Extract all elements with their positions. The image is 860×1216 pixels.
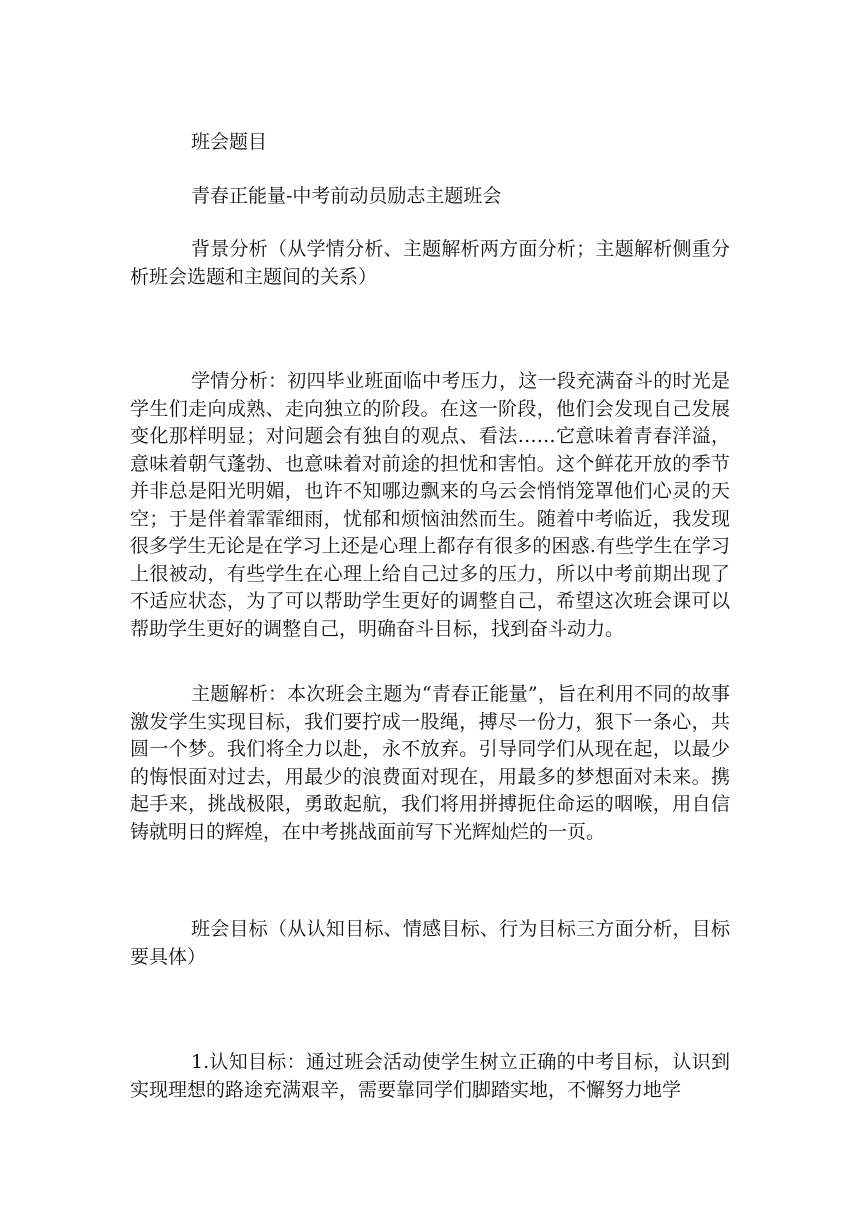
heading-label: 班会题目 [191, 131, 268, 153]
theme-title: 青春正能量-中考前动员励志主题班会 [191, 185, 502, 207]
goals-heading: 班会目标（从认知目标、情感目标、行为目标三方面分析，目标要具体） [130, 918, 730, 968]
background-analysis-heading: 背景分析（从学情分析、主题解析两方面分析；主题解析侧重分析班会选题和主题间的关系） [130, 238, 730, 288]
theme-analysis-paragraph: 主题解析：本次班会主题为“青春正能量”，旨在利用不同的故事激发学生实现目标，我们要拧成一股绳，搏尽一份力，狠下一条心，共圆一个梦。我们将全力以赴，永不放弃。引导同学们从现在起，以最少的悔恨面对过去，用最少的浪费面对现在，用最多的梦想面对未来。携起手来，挑战极限，勇敢起航，我们将用拼搏扼住命运的咽喉，用自信铸就明日的辉煌，在中考挑战面前写下光辉灿烂的一页。 [130, 683, 730, 843]
student-analysis-paragraph: 学情分析：初四毕业班面临中考压力，这一段充满奋斗的时光是学生们走向成熟、走向独立的阶段。在这一阶段，他们会发现自己发展变化那样明显；对问题会有独自的观点、看法……它意味着青春洋溢，意味着朝气蓬勃、也意味着对前途的担忧和害怕。这个鲜花开放的季节并非总是阳光明媚，也许不知哪边飘来的乌云会悄悄笼罩他们心灵的天空；于是伴着霏霏细雨，忧郁和烦恼油然而生。随着中考临近，我发现很多学生无论是在学习上还是心理上都存有很多的困惑.有些学生在学习上很被动，有些学生在心理上给自己过多的压力，所以中考前期出现了不适应状态，为了可以帮助学生更好的调整自己，希望这次班会课可以帮助学生更好的调整自己，明确奋斗目标，找到奋斗动力。 [130, 370, 730, 640]
cognitive-goal-paragraph: 1.认知目标：通过班会活动使学生树立正确的中考目标，认识到实现理想的路途充满艰辛，需要靠同学们脚踏实地，不懈努力地学 [130, 1051, 730, 1101]
